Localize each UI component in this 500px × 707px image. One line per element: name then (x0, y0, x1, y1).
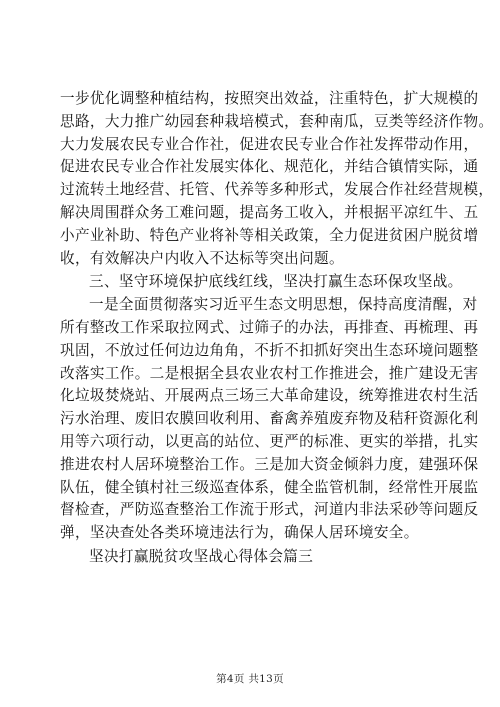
paragraph-line: 过流转土地经营、托管、代养等多种形式，发展合作社经营规模， (60, 181, 494, 199)
paragraph-line: 一是全面贯彻落实习近平生态文明思想，保持高度清醒，对 (89, 296, 478, 314)
paragraph-line: 促进农民专业合作社发展实体化、规范化，并结合镇情实际，通 (60, 158, 479, 176)
paragraph-line: 大力发展农民专业合作社，促进农民专业合作社发挥带动作用， (60, 135, 479, 153)
paragraph-line: 一步优化调整种植结构，按照突出效益，注重特色，扩大规模的 (60, 90, 479, 107)
paragraph-line: 用等六项行动，以更高的站位、更严的标准、更实的举措，扎实 (60, 432, 479, 450)
page-number-footer: 第4页 共13页 (216, 673, 284, 685)
paragraph-line: 改落实工作。二是根据全县农业农村工作推进会，推广建设无害 (60, 364, 479, 382)
paragraph-line: 所有整改工作采取拉网式、过筛子的办法，再排查、再梳理、再 (60, 318, 479, 336)
next-article-title: 坚决打赢脱贫攻坚战心得体会篇三 (89, 547, 314, 565)
document-body (60, 88, 494, 569)
paragraph-line: 弹，坚决查处各类环境违法行为，确保人居环境安全。 (60, 524, 419, 542)
paragraph-line: 思路，大力推广幼园套种栽培模式，套种南瓜，豆类等经济作物。 (60, 112, 494, 130)
paragraph-line: 督检查，严防巡查整治工作流于形式，河道内非法采砂等问题反 (60, 501, 479, 519)
paragraph-line: 化垃圾焚烧站、开展两点三场三大革命建设，统筹推进农村生活 (60, 387, 479, 405)
section-heading: 三、坚守环境保护底线红线，坚决打赢生态环保攻坚战。 (89, 273, 463, 291)
paragraph-line: 小产业补助、特色产业将补等相关政策，全力促进贫困户脱贫增 (60, 226, 479, 244)
paragraph-line: 收，有效解决户内收入不达标等突出问题。 (60, 249, 344, 267)
paragraph-line: 解决周围群众务工难问题，提高务工收入，并根据平凉红牛、五 (60, 203, 479, 221)
paragraph-line: 巩固，不放过任何边边角角，不折不扣抓好突出生态环境问题整 (60, 341, 479, 359)
paragraph-line: 推进农村人居环境整治工作。三是加大资金倾斜力度，建强环保 (60, 455, 479, 473)
paragraph-line: 污水治理、废旧农膜回收利用、畜禽养殖废弃物及秸秆资源化利 (60, 410, 479, 428)
paragraph-line: 队伍，健全镇村社三级巡查体系，健全监管机制，经常性开展监 (60, 478, 479, 496)
